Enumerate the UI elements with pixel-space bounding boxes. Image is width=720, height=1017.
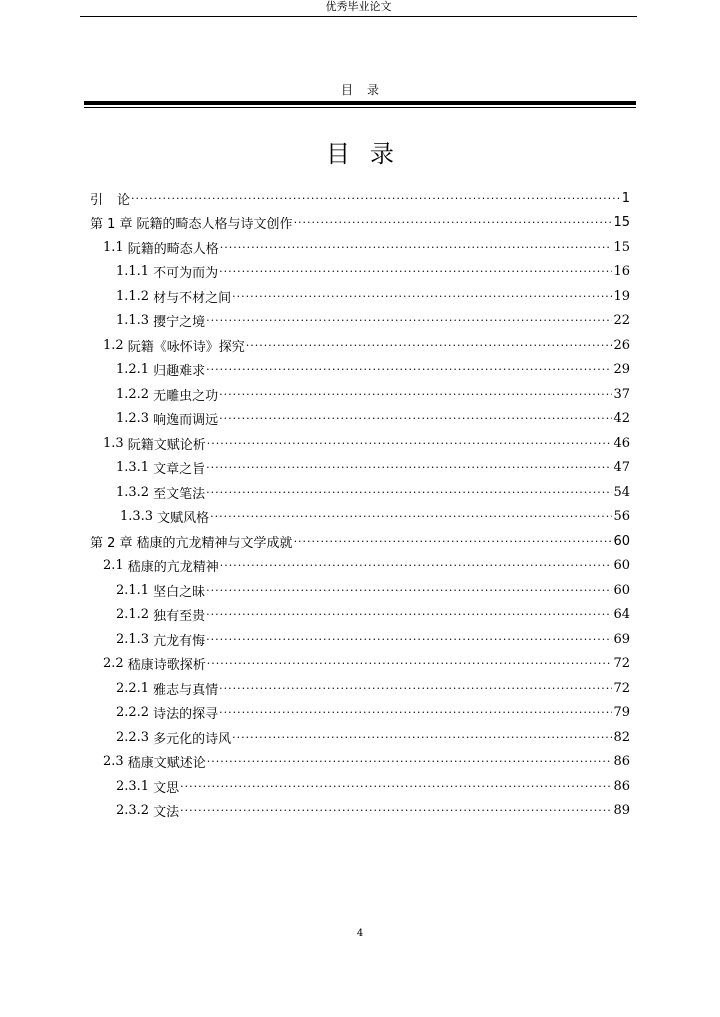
toc-entry-number: 2.1	[103, 558, 124, 574]
toc-section-entry[interactable]	[103, 554, 630, 579]
header-rule-thin	[84, 107, 636, 108]
toc-dot-leader	[294, 535, 613, 548]
toc-entry-page: 89	[613, 803, 630, 819]
toc-section-entry[interactable]	[103, 431, 630, 456]
toc-entry-page: 60	[613, 558, 630, 574]
toc-entry-number: 2.2	[103, 656, 124, 672]
toc-entry-label: 坚白之昧	[153, 584, 206, 600]
toc-subsection-entry[interactable]	[116, 456, 630, 481]
toc-chapter-entry[interactable]	[90, 186, 630, 211]
toc-entry-number: 1.2	[103, 337, 124, 353]
toc-subsection-entry[interactable]	[116, 382, 630, 407]
toc-entry-label: 至文笔法	[153, 486, 206, 502]
toc-subsection-entry[interactable]	[120, 505, 630, 530]
toc-entry-number: 1.3.1	[116, 460, 150, 476]
toc-entry-number: 2.2.3	[116, 729, 150, 745]
toc-entry-label: 雅志与真情	[153, 682, 219, 698]
toc-entry-label: 阮籍《咏怀诗》探究	[127, 339, 245, 355]
toc-entry-number: 2.2.1	[116, 680, 150, 696]
toc-entry-number: 1.3.3	[120, 509, 154, 525]
toc-entry-label: 阮籍的畸态人格与诗文创作	[136, 217, 293, 233]
toc-entry-page: 54	[613, 484, 630, 500]
toc-subsection-entry[interactable]	[116, 603, 630, 628]
toc-entry-label: 论	[117, 192, 131, 208]
toc-dot-leader	[206, 314, 612, 327]
toc-entry-number: 1.1.3	[116, 313, 150, 329]
toc-subsection-entry[interactable]	[116, 774, 630, 799]
toc-entry-number: 2.2.2	[116, 705, 150, 721]
toc-entry-number: 2.1.2	[116, 607, 150, 623]
toc-subsection-entry[interactable]	[116, 725, 630, 750]
toc-dot-leader	[207, 437, 613, 450]
toc-entry-label: 嵇康的亢龙精神与文学成就	[136, 535, 293, 551]
toc-title: 目录	[326, 140, 414, 168]
toc-entry-number: 1.1.1	[116, 264, 150, 280]
toc-subsection-entry[interactable]	[116, 799, 630, 824]
toc-entry-page: 72	[613, 680, 630, 696]
toc-dot-leader	[246, 339, 613, 352]
toc-entry-label: 阮籍的畸态人格	[127, 241, 219, 257]
toc-section-entry[interactable]	[103, 652, 630, 677]
toc-subsection-entry[interactable]	[116, 701, 630, 726]
toc-entry-page: 1	[621, 190, 630, 206]
toc-subsection-entry[interactable]	[116, 309, 630, 334]
section-header: 目录	[340, 83, 393, 97]
toc-subsection-entry[interactable]	[116, 578, 630, 603]
toc-entry-page: 22	[613, 313, 630, 329]
running-header: 优秀毕业论文	[80, 0, 637, 17]
toc-entry-page: 69	[613, 631, 630, 647]
toc-entry-page: 19	[613, 288, 630, 304]
toc-entry-page: 29	[613, 362, 630, 378]
toc-section-entry[interactable]	[103, 235, 630, 260]
toc-entry-label: 阮籍文赋论析	[127, 437, 206, 453]
toc-entry-number: 2.3.2	[116, 803, 150, 819]
toc-dot-leader	[180, 780, 612, 793]
toc-entry-label: 诗法的探寻	[153, 707, 219, 723]
toc-entry-number: 1.1.2	[116, 288, 150, 304]
toc-dot-leader	[206, 608, 612, 621]
toc-entry-label: 文章之旨	[153, 462, 206, 478]
header-rule-thick	[84, 101, 636, 105]
toc-entry-number: 引	[90, 192, 104, 208]
toc-dot-leader	[219, 412, 612, 425]
toc-dot-leader	[180, 804, 612, 817]
toc-entry-label: 不可为而为	[153, 266, 219, 282]
toc-dot-leader	[207, 657, 613, 670]
toc-entry-label: 独有至贵	[153, 609, 206, 625]
toc-subsection-entry[interactable]	[116, 480, 630, 505]
toc-entry-number: 2.3	[103, 754, 124, 770]
toc-entry-number: 1.1	[103, 239, 124, 255]
toc-entry-number: 第 1 章	[90, 217, 133, 233]
toc-entry-label: 材与不材之间	[153, 290, 232, 306]
page-number: 4	[356, 928, 364, 939]
toc-subsection-entry[interactable]	[116, 676, 630, 701]
toc-dot-leader	[232, 731, 612, 744]
toc-dot-leader	[220, 559, 613, 572]
toc-entry-label: 亢龙有悔	[153, 633, 206, 649]
toc-entry-number: 1.2.1	[116, 362, 150, 378]
toc-entry-label: 文法	[153, 805, 180, 821]
toc-entry-page: 47	[613, 460, 630, 476]
toc-subsection-entry[interactable]	[116, 358, 630, 383]
toc-entry-label: 嵇康的亢龙精神	[127, 560, 219, 576]
toc-dot-leader	[207, 755, 613, 768]
toc-dot-leader	[206, 363, 612, 376]
toc-entry-number: 第 2 章	[90, 535, 133, 551]
toc-section-entry[interactable]	[103, 333, 630, 358]
toc-subsection-entry[interactable]	[116, 284, 630, 309]
toc-subsection-entry[interactable]	[116, 627, 630, 652]
toc-chapter-entry[interactable]	[90, 211, 630, 236]
table-of-contents	[0, 186, 720, 823]
toc-dot-leader	[206, 633, 612, 646]
toc-entry-number: 2.3.1	[116, 778, 150, 794]
toc-entry-page: 15	[613, 239, 630, 255]
toc-dot-leader	[232, 290, 612, 303]
toc-entry-page: 15	[613, 215, 630, 231]
toc-entry-page: 86	[613, 778, 630, 794]
toc-entry-label: 文思	[153, 780, 180, 796]
toc-dot-leader	[210, 510, 612, 523]
toc-dot-leader	[219, 706, 612, 719]
toc-entry-label: 嵇康文赋述论	[127, 756, 206, 772]
toc-entry-number: 1.2.3	[116, 411, 150, 427]
toc-entry-label: 文赋风格	[157, 511, 210, 527]
toc-dot-leader	[131, 192, 621, 205]
toc-entry-number: 1.3	[103, 435, 124, 451]
toc-entry-page: 37	[613, 386, 630, 402]
toc-entry-page: 79	[613, 705, 630, 721]
toc-entry-label: 多元化的诗风	[153, 731, 232, 747]
toc-subsection-entry[interactable]	[116, 407, 630, 432]
toc-entry-label: 归趣难求	[153, 364, 206, 380]
toc-entry-page: 42	[613, 411, 630, 427]
toc-entry-page: 72	[613, 656, 630, 672]
toc-dot-leader	[219, 682, 612, 695]
toc-dot-leader	[219, 388, 612, 401]
toc-entry-page: 64	[613, 607, 630, 623]
toc-entry-page: 26	[613, 337, 630, 353]
toc-dot-leader	[219, 265, 612, 278]
toc-entry-page: 60	[613, 533, 630, 549]
toc-entry-number: 2.1.1	[116, 582, 150, 598]
toc-dot-leader	[294, 216, 613, 229]
toc-entry-number: 1.3.2	[116, 484, 150, 500]
toc-entry-page: 56	[613, 509, 630, 525]
toc-entry-number: 2.1.3	[116, 631, 150, 647]
toc-dot-leader	[206, 486, 612, 499]
toc-entry-page: 86	[613, 754, 630, 770]
toc-entry-label: 无雕虫之功	[153, 388, 219, 404]
toc-entry-number: 1.2.2	[116, 386, 150, 402]
toc-dot-leader	[206, 461, 612, 474]
toc-entry-page: 60	[613, 582, 630, 598]
toc-entry-label: 响逸而调远	[153, 413, 219, 429]
toc-entry-label: 撄宁之境	[153, 315, 206, 331]
toc-entry-page: 16	[613, 264, 630, 280]
toc-entry-page: 46	[613, 435, 630, 451]
toc-entry-page: 82	[613, 729, 630, 745]
toc-dot-leader	[206, 584, 612, 597]
toc-dot-leader	[220, 241, 613, 254]
toc-subsection-entry[interactable]	[116, 260, 630, 285]
toc-chapter-entry[interactable]	[90, 529, 630, 554]
toc-section-entry[interactable]	[103, 750, 630, 775]
toc-entry-label: 嵇康诗歌探析	[127, 658, 206, 674]
